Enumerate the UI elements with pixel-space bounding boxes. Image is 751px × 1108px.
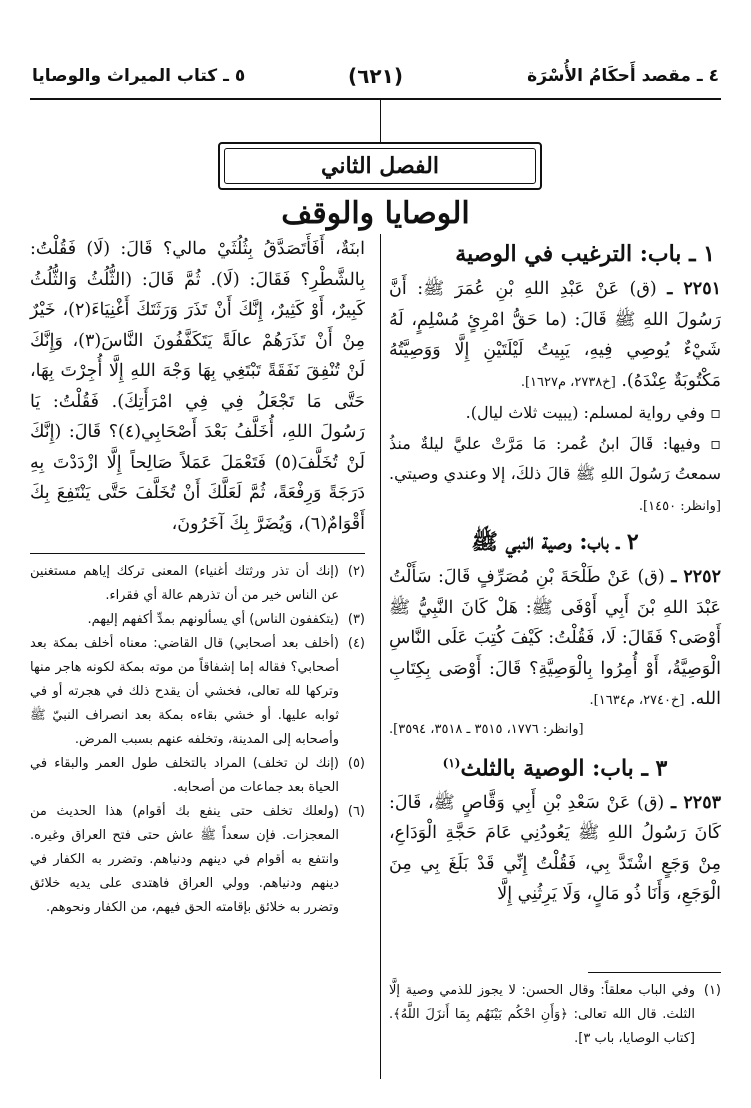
hadith-number: ٢٢٥٣ ـ [671, 792, 721, 813]
chapter-box [218, 142, 542, 190]
hadith-reference: [خ٢٧٣٨، م١٦٢٧]. [520, 374, 616, 390]
chapter-title: الفصل الثاني [321, 153, 439, 179]
footnote-number: (٣) [347, 612, 365, 627]
top-column-divider [380, 98, 381, 144]
page-header [32, 58, 719, 96]
bab-1-title: ١ ـ باب: الترغيب في الوصية [455, 241, 715, 267]
page-number: (٦٢١) [348, 64, 403, 88]
note-muslim-narration: ▫ وفي رواية لمسلم: (يبيت ثلاث ليال). [465, 403, 721, 422]
bab-3-title [389, 743, 721, 788]
header-divider [30, 98, 721, 100]
footnote-number: (٥) [347, 756, 365, 771]
footnote-3 [30, 608, 365, 632]
footnote-4 [30, 632, 365, 752]
hadith-2252 [389, 562, 721, 717]
footnote-divider [30, 553, 365, 554]
bab-3-text: ٣ ـ باب: الوصية بالثلث [460, 754, 668, 781]
footnote-number: (٦) [347, 804, 365, 819]
hadith-number: ٢٢٥٢ ـ [671, 567, 721, 587]
right-footnotes [389, 972, 721, 1051]
hadith-text: (ق) عَنْ عَبْدِ اللهِ بْنِ عُمَرَ ﷺ: أَنَّ رَسُولَ اللهِ ﷺ قَالَ: (ما حَقُّ امْرِئٍ مُسْلِمٍ، لَهُ شَيْءٌ يُوصِي فِيهِ، يَبِيتُ لَيْلَتَيْنِ إِلَّا وَوَصِيَّتُهُ مَكْتُوبَةٌ عِنْدَهُ). [389, 279, 721, 391]
note-text: ▫ وفيها: قَالَ ابنُ عُمر: مَا مَرَّتْ عليَّ ليلةٌ منذُ سمعتُ رَسُولَ اللهِ ﷺ قالَ ذلكَ، إلا وعندي وصيتي. [389, 433, 721, 483]
hadith-text: (ق) عَنْ سَعْدِ بْنِ أَبِي وَقَّاصٍ ﷺ، قَالَ: كَانَ رَسُولُ اللهِ ﷺ يَعُودُنِي عَامَ حَجَّةِ الْوَدَاعِ، مِنْ وَجَعٍ اشْتَدَّ بِي، فَقُلْتُ إِنِّي قَدْ بَلَغَ بِي مِنَ الْوَجَعِ، وَأَنَا ذُو مَالٍ، وَلَا يَرِثُنِي إِلَّا [389, 792, 721, 905]
footnote-marker: (١) [442, 755, 461, 770]
footnote-5 [30, 752, 365, 800]
hadith-2253-continuation: ابنَةٌ، أَفَأَتَصَدَّقُ بِثُلُثَيْ مالي؟ قَالَ: (لَا) فَقُلْتُ: بِالشَّطْرِ؟ فَقَالَ: (لَا). ثُمَّ قَالَ: (الثُّلُثُ وَالثُّلُثُ كَبِيرٌ، أَوْ كَثِيرٌ، إِنَّكَ أَنْ تَذَرَ وَرَثَتَكَ أَغْنِيَاءَ(٢)، خَيْرٌ مِنْ أَنْ تَذَرَهُمْ عالَةً يَتَكَفَّفُونَ النَّاسَ(٣)، وَإِنَّكَ لَنْ تُنْفِقَ نَفَقَةً تَبْتَغِي بِهَا وَجْهَ اللهِ إِلَّا أُجِرْتَ بِهَا، حَتَّى مَا تَجْعَلُ فِي فِي امْرَأَتِكَ). فَقُلْتُ: يَا رَسُولَ اللهِ، أُخَلَّفُ بَعْدَ أَصْحَابِي(٤)؟ قَالَ: (إِنَّكَ لَنْ تُخَلَّفَ(٥) فَتَعْمَلَ عَمَلاً صَالِحاً إِلَّا ازْدَدْتَ بِهِ دَرَجَةً وَرِفْعَةً، ثُمَّ لَعَلَّكَ أَنْ تُخَلَّفَ حَتَّى يَنْتَفِعَ بِكَ أَقْوَامٌ(٦)، وَيُضَرَّ بِكَ آخَرُونَ، [30, 239, 365, 534]
hadith-2253 [389, 788, 721, 910]
footnote-number: (١) [703, 983, 721, 998]
hadith-reference: [خ٢٧٤٠، م١٦٣٤]. [589, 693, 685, 708]
column-divider [380, 234, 381, 1079]
left-column [30, 234, 365, 920]
header-section-title: ٤ ـ مقصد أَحكَامُ الأُسْرَة [527, 66, 719, 86]
footnote-text: وفي الباب معلقاً: وقال الحسن: لا يجوز للذمي وصية إلَّا الثلث. قال الله تعالى: ﴿وَأَنِ احْكُم بَيْنَهُم بِمَا أَنزَلَ اللَّهُ﴾. [كتاب الوصايا، باب ٣]. [389, 983, 695, 1046]
note-reference: [وانظر: ١٤٥٠]. [638, 498, 721, 514]
section-title: الوصايا والوقف [281, 196, 470, 231]
footnote-text: (يتكففون الناس) أي يسألونهم بمدِّ أكفهم إليهم. [87, 612, 339, 627]
footnote-number: (٢) [347, 564, 365, 579]
hadith-number: ٢٢٥١ ـ [667, 279, 721, 299]
header-book-title: ٥ ـ كتاب الميراث والوصايا [32, 66, 246, 86]
left-footnotes [30, 560, 365, 920]
footnote-6 [30, 800, 365, 920]
bab-2-title: ٢ ـ باب: وصية النبي ﷺ [471, 529, 639, 555]
hadith-2251 [389, 274, 721, 398]
footnote-text: (إنك لن تخلف) المراد بالتخلف طول العمر والبقاء في الحياة بعد جماعات من أصحابه. [30, 756, 339, 795]
see-also-reference: [وانظر: ١٧٧٦، ٣٥١٥ ـ ٣٥١٨، ٣٥٩٤]. [389, 721, 584, 737]
note-ibn-umar [389, 429, 721, 523]
footnote-1 [389, 979, 721, 1051]
footnote-2 [30, 560, 365, 608]
right-column [389, 234, 721, 910]
footnote-text: (ولعلك تخلف حتى ينفع بك أقوام) هذا الحديث من المعجزات. فإن سعداً ﷺ عاش حتى فتح العراق وغيره. وانتفع به أقوام في دينهم ودنياهم. وتضرر به الكفار في دينهم ودنياهم. وولي العراق فاهتدى على يديه خلائق وتضرر به خلائق بإقامته الحق فيهم، من الكفار ونحوهم. [30, 804, 339, 915]
footnote-divider [588, 972, 721, 973]
footnote-text: (أخلف بعد أصحابي) قال القاضي: معناه أخلف بمكة بعد أصحابي؟ فقاله إما إشفاقاً من موته بمكة لكونه هاجر منها وتركها لله تعالى، فخشي أن يقدح ذلك في هجرته أو في ثوابه عليها. أو خشي بقاءه بمكة بعد انصراف النبيّ ﷺ وأصحابه إلى المدينة، وتخلفه عنهم بسبب المرض. [30, 636, 339, 747]
footnote-number: (٤) [347, 636, 365, 651]
hadith-text: (ق) عَنْ طَلْحَةَ بْنِ مُصَرِّفٍ قَالَ: سَأَلْتُ عَبْدَ اللهِ بْنَ أَبِي أَوْفَى ﷺ: هَلْ كَانَ النَّبِيُّ ﷺ أَوْصَى؟ فَقَالَ: لَا، فَقُلْتُ: كَيْفَ كُتِبَ عَلَى النَّاسِ الْوَصِيَّةُ، أَوْ أُمِرُوا بِالْوَصِيَّةِ؟ قَالَ: أَوْصَى بِكِتَابِ الله. [389, 567, 721, 709]
footnote-text: (إنك أن تذر ورثتك أغنياء) المعنى تركك إياهم مستغنين عن الناس خير من أن تذرهم عالة أي فقراء. [30, 564, 339, 603]
